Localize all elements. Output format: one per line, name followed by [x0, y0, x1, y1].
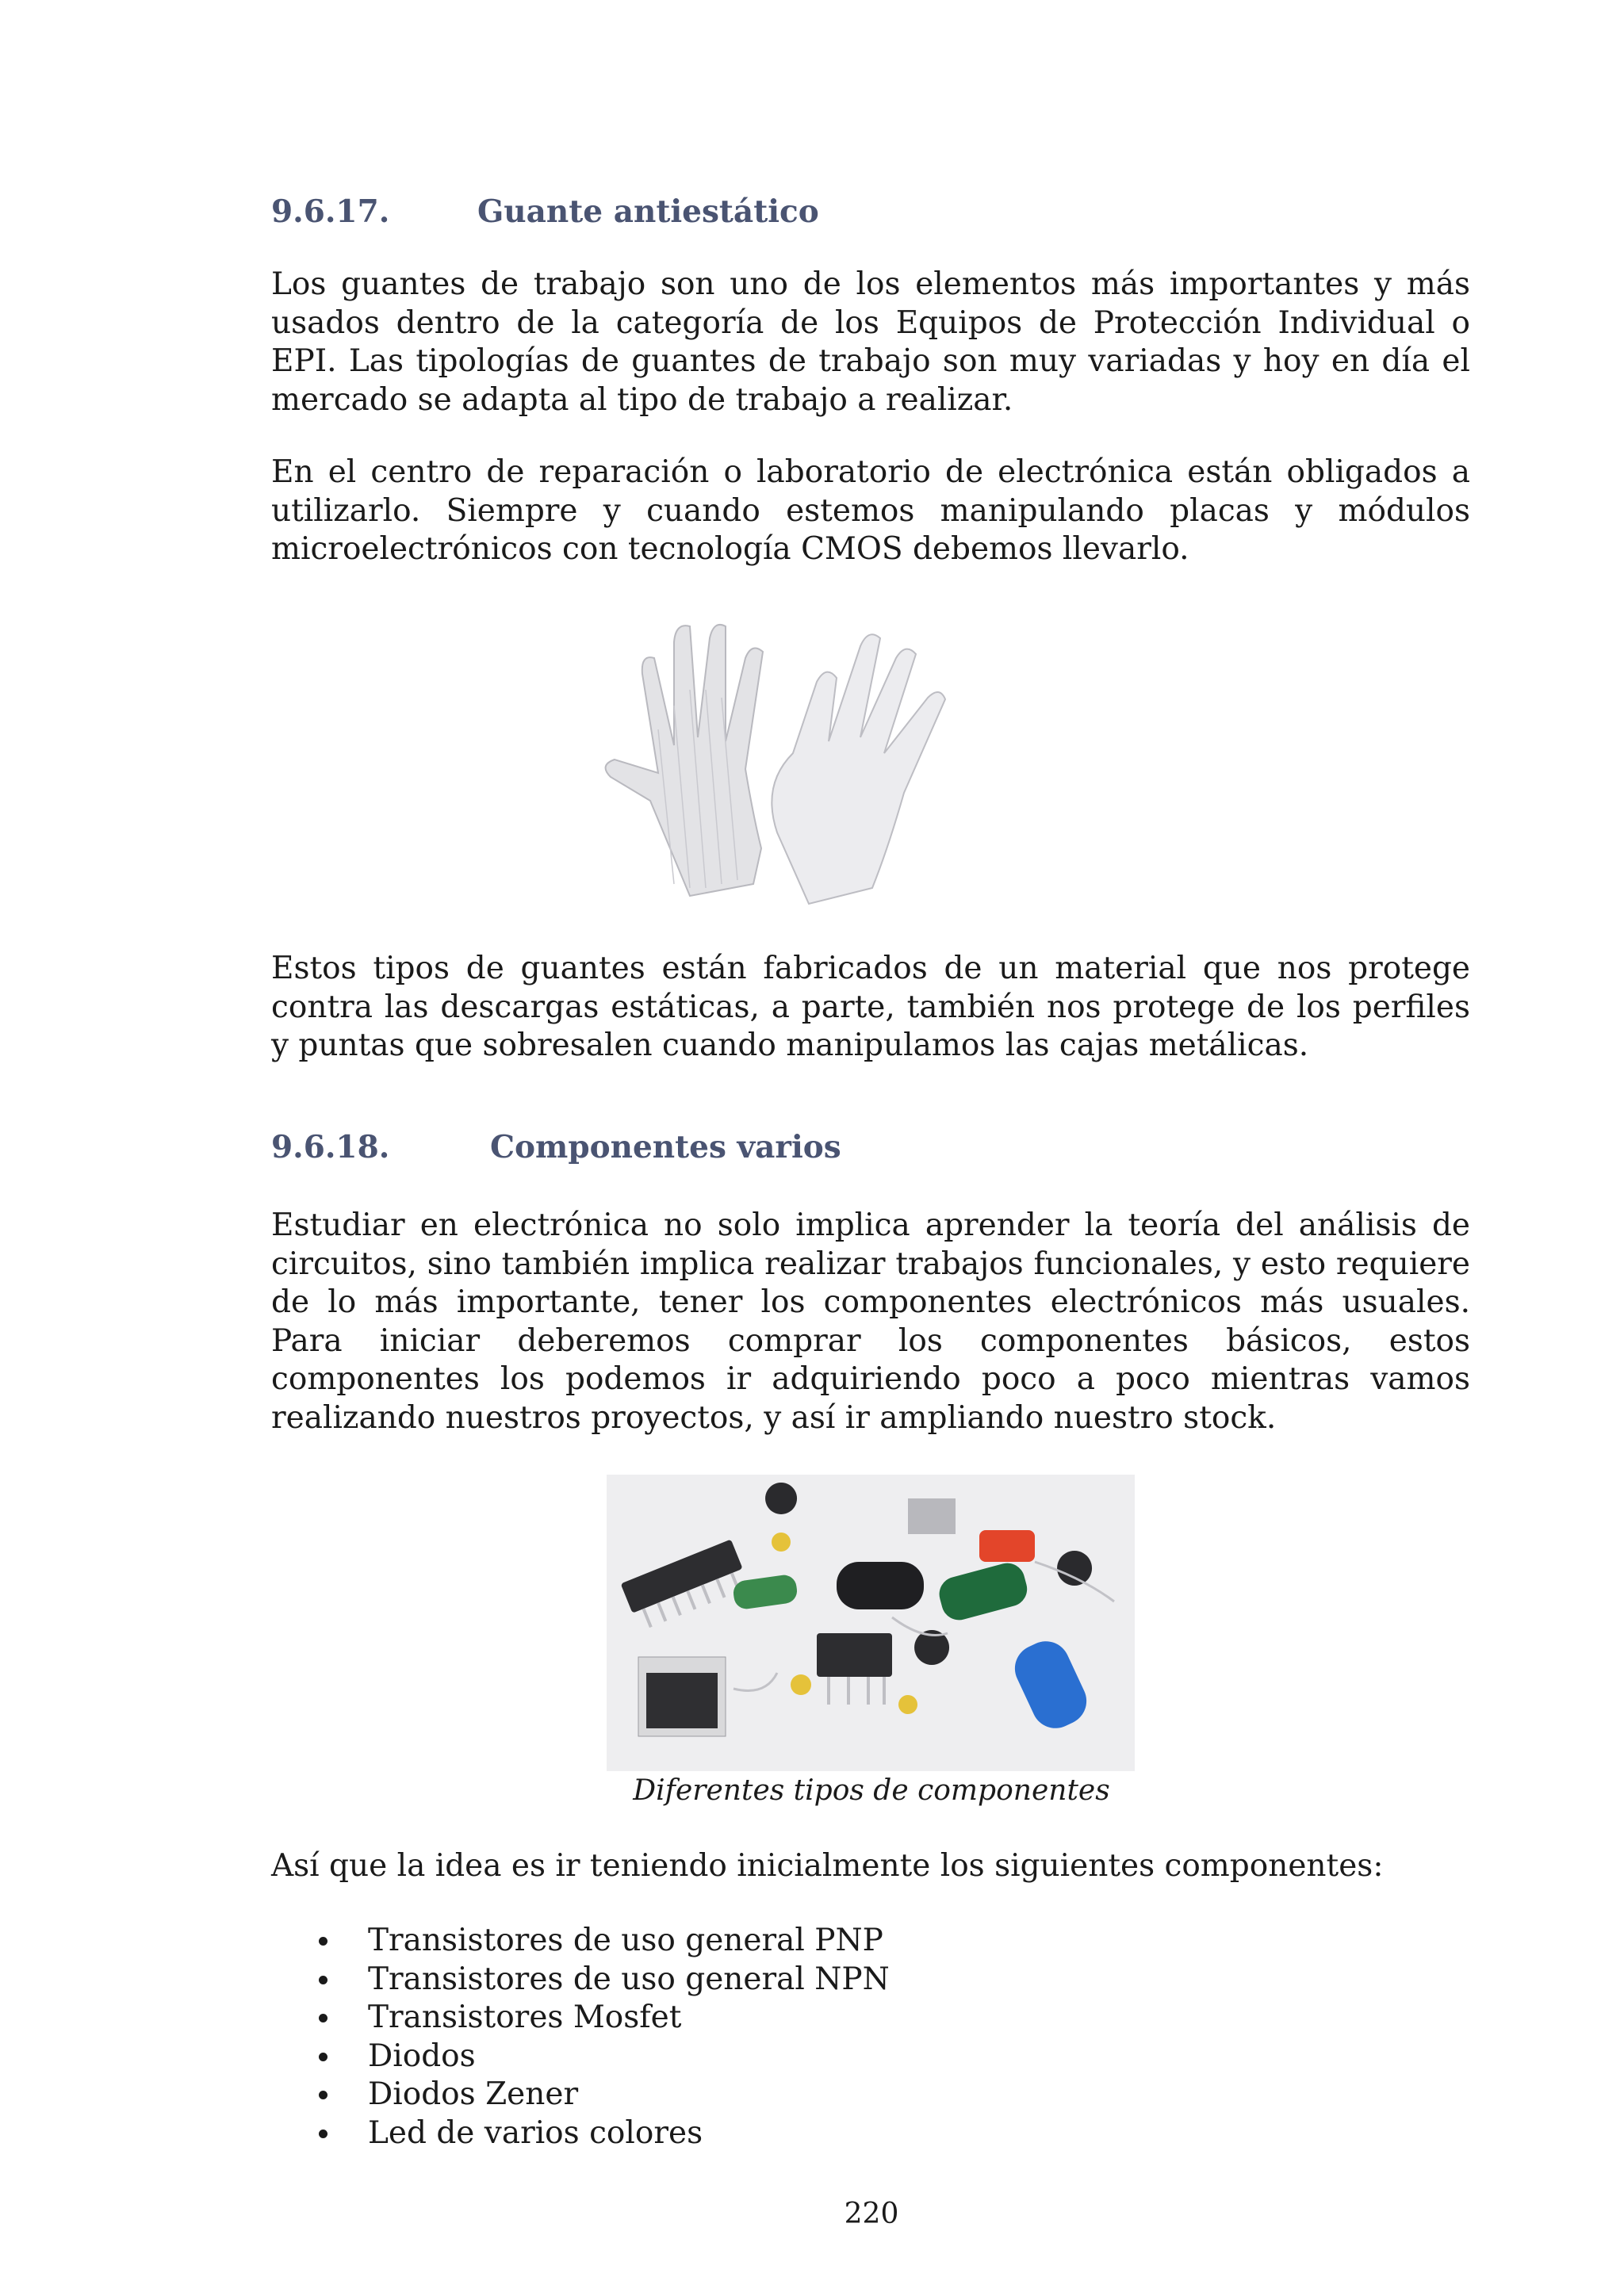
figure-caption: Diferentes tipos de componentes [633, 1774, 1110, 1807]
paragraph-gloves-usage: En el centro de reparación o laboratorio de electrónica están obligados a utilizarlo. Siempre y cuando estemos manipulando placas y módulos microelectrónicos con tecnología CMOS debemos llevarlo. [271, 454, 1470, 567]
electronic-components-image [607, 1475, 1135, 1771]
bullet-icon [319, 2014, 327, 2022]
page-number: 220 [844, 2198, 899, 2230]
bullet-icon [319, 1937, 327, 1946]
list-item: Diodos Zener [271, 2076, 890, 2114]
bullet-icon [319, 2130, 327, 2138]
list-item: Led de varios colores [271, 2114, 890, 2153]
paragraph-gloves-material: Estos tipos de guantes están fabricados de un material que nos protege contra las descargas estáticas, a parte, también nos protege de los perfiles y puntas que sobresalen cuando manipulamos las cajas metálicas. [271, 951, 1470, 1063]
section-number: 9.6.18. [271, 1129, 390, 1165]
list-item: Diodos [271, 2038, 890, 2076]
section-title: Guante antiestático [477, 193, 819, 230]
bullet-icon [319, 2053, 327, 2061]
antistatic-gloves-image [555, 610, 1063, 920]
components-list [271, 1922, 890, 2152]
section-number: 9.6.17. [271, 193, 390, 230]
section-heading-9-6-18 [271, 1129, 841, 1165]
list-item: Transistores Mosfet [271, 1999, 890, 2038]
section-heading-9-6-17 [271, 193, 819, 230]
bullet-icon [319, 2091, 327, 2099]
list-item: Transistores de uso general NPN [271, 1961, 890, 1999]
paragraph-components-intro: Estudiar en electrónica no solo implica aprender la teoría del análisis de circuitos, sino también implica realizar trabajos funcionales, y esto requiere de lo más importante, tener los componentes electrónicos más usuales. Para iniciar deberemos comprar los componentes básicos, estos componentes los podemos ir adquiriendo poco a poco mientras vamos realizando nuestros proyectos, y así ir ampliando nuestro stock. [271, 1207, 1470, 1436]
bullet-icon [319, 1976, 327, 1984]
paragraph-components-list-intro: Así que la idea es ir teniendo inicialmente los siguientes componentes: [271, 1848, 1384, 1884]
section-title: Componentes varios [490, 1129, 841, 1165]
list-item: Transistores de uso general PNP [271, 1922, 890, 1961]
paragraph-gloves-intro: Los guantes de trabajo son uno de los elementos más importantes y más usados dentro de la categoría de los Equipos de Protección Individual o EPI. Las tipologías de guantes de trabajo son muy variadas y hoy en día el mercado se adapta al tipo de trabajo a realizar. [271, 266, 1470, 418]
